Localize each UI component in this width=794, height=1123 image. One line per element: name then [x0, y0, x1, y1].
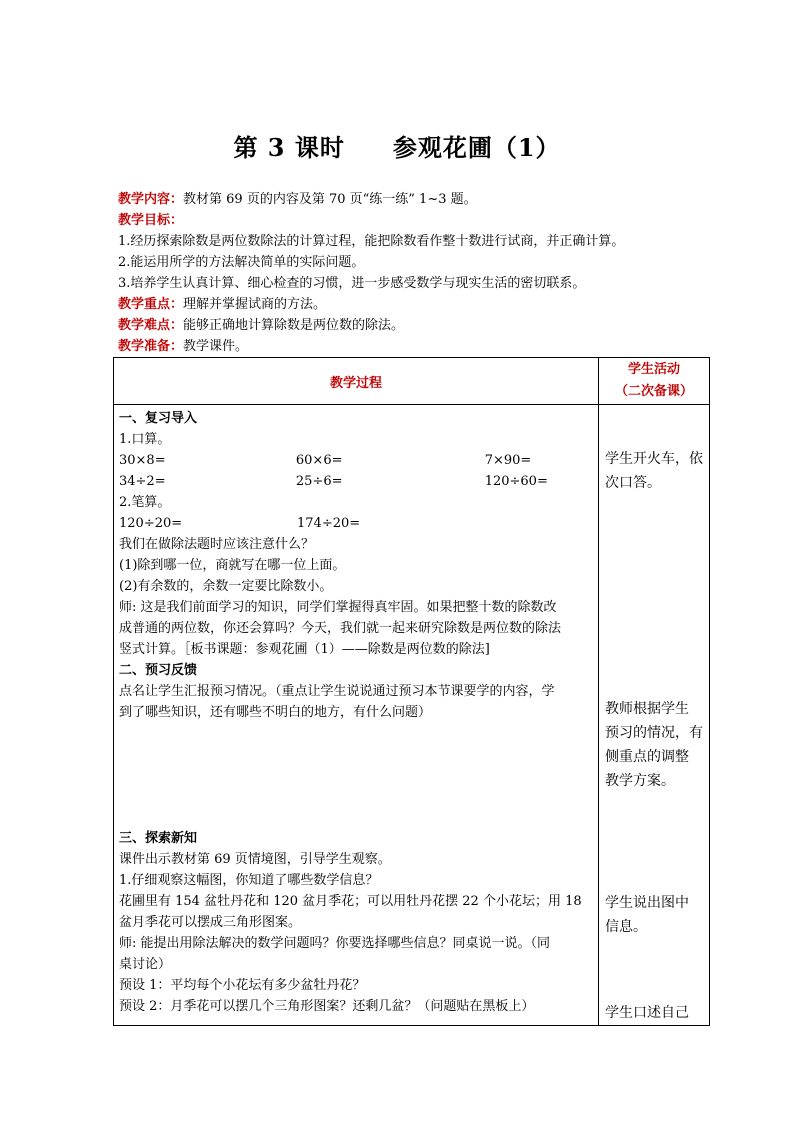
teaching-process-cell	[114, 405, 599, 1026]
table-header-row	[114, 358, 710, 405]
teacher-intro-line-2: 成普通的两位数，你还会算吗？今天，我们就一起来研究除数是两位数的除法	[119, 621, 562, 636]
oral-calc-row-2: 34÷2= 25÷6= 120÷60=	[119, 474, 548, 489]
lesson-meta	[118, 189, 718, 357]
explore-line-4: 盆月季花可以摆成三角形图案。	[119, 915, 302, 930]
explore-line-5: 师: 能提出用除法解决的数学问题吗？你要选择哪些信息？同桌说一说。（同	[119, 936, 551, 951]
oral-calc-row-1: 30×8= 60×6= 7×90=	[119, 453, 532, 468]
meta-goals-label: 教学目标：	[118, 213, 184, 228]
activity-note-1: 学生开火车，依 次口答。	[605, 451, 703, 491]
teacher-intro-line-1: 师: 这是我们前面学习的知识，同学们掌握得真牢固。如果把整十数的除数改	[119, 600, 557, 615]
section-preview-heading: 二、预习反馈	[119, 663, 198, 678]
preview-line-1: 点名让学生汇报预习情况。（重点让学生说说通过预习本节课要学的内容，学	[119, 684, 555, 699]
review-question: 我们在做除法题时应该注意什么？	[119, 537, 315, 552]
review-answer-2: (2)有余数的，余数一定要比除数小。	[119, 579, 333, 594]
explore-line-1: 课件出示教材第 69 页情境图，引导学生观察。	[119, 852, 391, 867]
meta-goal-2: 2.能运用所学的方法解决简单的实际问题。	[118, 255, 365, 270]
explore-line-7: 预设 1：平均每个小花坛有多少盆牡丹花？	[119, 978, 366, 993]
oral-calc-label: 1.口算。	[119, 432, 171, 447]
meta-preparation: 教学准备：教学课件。	[118, 339, 249, 354]
explore-line-6: 桌讨论）	[119, 957, 172, 972]
activity-note-4: 学生口述自己	[605, 1005, 689, 1021]
teacher-intro-line-3: 竖式计算。［板书课题：参观花圃（1）——除数是两位数的除法]	[119, 642, 490, 657]
written-calc-label: 2.笔算。	[119, 495, 171, 510]
meta-difficulty: 教学难点：能够正确地计算除数是两位数的除法。	[118, 318, 405, 333]
table-body-row	[114, 405, 710, 1026]
explore-line-3: 花圃里有 154 盆牡丹花和 120 盆月季花；可以用牡丹花摆 22 个小花坛；用 18	[119, 894, 582, 909]
section-explore-heading: 三、探索新知	[119, 831, 198, 846]
preview-line-2: 到了哪些知识，还有哪些不明白的地方，有什么问题）	[119, 705, 432, 720]
header-teaching-process: 教学过程	[114, 358, 599, 405]
meta-key-point: 教学重点：理解并掌握试商的方法。	[118, 297, 327, 312]
activity-note-2: 教师根据学生 预习的情况，有 侧重点的调整 教学方案。	[605, 701, 703, 789]
page-title	[0, 128, 794, 163]
review-answer-1: (1)除到哪一位，商就写在哪一位上面。	[119, 558, 346, 573]
student-activity-cell	[599, 405, 710, 1026]
meta-goal-3: 3.培养学生认真计算、细心检查的习惯，进一步感受数学与现实生活的密切联系。	[118, 276, 586, 291]
activity-note-3: 学生说出图中 信息。	[605, 895, 689, 935]
section-review-heading: 一、复习导入	[119, 411, 198, 426]
lesson-plan-table	[113, 357, 710, 1026]
written-calc-row: 120÷20= 174÷20=	[119, 516, 361, 531]
meta-content: 教学内容：教材第 69 页的内容及第 70 页“练一练” 1~3 题。	[118, 192, 477, 207]
explore-line-2: 1.仔细观察这幅图，你知道了哪些数学信息？	[119, 873, 379, 888]
explore-line-8: 预设 2：月季花可以摆几个三角形图案？还剩几盆？（问题贴在黑板上）	[119, 999, 535, 1014]
lesson-name: 参观花圃（1）	[392, 133, 561, 162]
blank-space	[119, 723, 594, 828]
lesson-number: 第 3 课时	[233, 133, 345, 162]
meta-goal-1: 1.经历探索除数是两位数除法的计算过程，能把除数看作整十数进行试商，并正确计算。	[118, 234, 625, 249]
header-student-activity: 学生活动 （二次备课）	[599, 358, 710, 405]
